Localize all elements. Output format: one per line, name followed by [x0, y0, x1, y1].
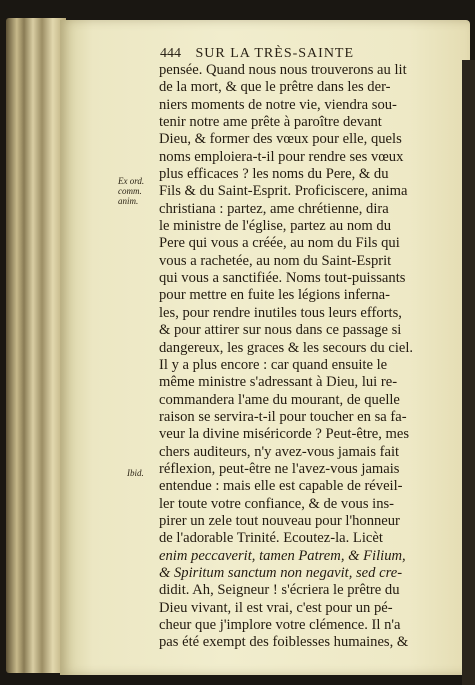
- text-line: commandera l'ame du mourant, de quelle: [159, 391, 400, 408]
- text-line: Dieu, & former des vœux pour elle, quels: [159, 131, 402, 148]
- text-line: réflexion, peut-être ne l'avez-vous jamais: [159, 460, 400, 477]
- book-page-edges: [6, 18, 66, 673]
- text-line: pensée. Quand nous nous trouverons au lit: [159, 62, 407, 78]
- text-line: veur la divine miséricorde ? Peut-être, mes: [159, 426, 410, 443]
- text-line: de la mort, & que le prêtre dans les der-: [159, 79, 391, 96]
- page-number: 444: [160, 46, 181, 61]
- text-line: didit. Ah, Seigneur ! s'écriera le prêtre du: [159, 582, 400, 599]
- running-header: [160, 46, 354, 62]
- running-title: SUR LA TRÈS-SAINTE: [195, 46, 355, 61]
- text-line: qui vous a sanctifiée. Noms tout-puissants: [159, 270, 406, 287]
- text-line: les, pour rendre inutiles tous leurs efforts,: [159, 304, 402, 321]
- text-line: pas été exempt des foiblesses humaines, &: [159, 634, 409, 651]
- text-line: enim peccaverit, tamen Patrem, & Filium,: [159, 547, 406, 564]
- margin-note-line: Ibid.: [127, 468, 144, 478]
- text-line: raison se servira-t-il pour toucher en sa fa-: [159, 408, 407, 425]
- text-line: ler toute votre confiance, & de vous ins-: [159, 495, 395, 512]
- body-text: [159, 62, 421, 652]
- text-line: pirer un zele tout nouveau pour l'honneur: [159, 512, 400, 529]
- margin-note-line: comm.: [118, 186, 142, 196]
- text-line: même ministre s'adressant à Dieu, lui re-: [159, 374, 398, 391]
- text-line: & Spiritum sanctum non negavit, sed cre-: [159, 564, 403, 581]
- text-line: de l'adorable Trinité. Ecoutez-la. Licèt: [159, 530, 383, 547]
- text-line: tenir notre ame prête à paroître devant: [159, 114, 382, 131]
- margin-note-line: anim.: [118, 196, 139, 206]
- text-line: Fils & du Saint-Esprit. Proficiscere, anima: [159, 183, 408, 200]
- text-line: entendue : mais elle est capable de réveil-: [159, 478, 403, 495]
- text-line: cheur que j'implore votre clémence. Il n'a: [159, 617, 401, 633]
- text-line: le ministre de l'église, partez au nom du: [159, 218, 392, 235]
- text-line: Dieu vivant, il est vrai, c'est pour un pé-: [159, 599, 393, 616]
- text-line: pour mettre en fuite les légions inferna-: [159, 287, 390, 304]
- margin-note-ibid: [127, 468, 144, 478]
- text-line: noms emploiera-t-il pour rendre ses vœux: [159, 148, 404, 165]
- binding-shadow: [462, 60, 475, 685]
- text-line: Pere qui vous a créée, au nom du Fils qui: [159, 235, 400, 252]
- text-line: chers auditeurs, n'y avez-vous jamais fait: [159, 443, 400, 460]
- text-line: & pour attirer sur nous dans ce passage si: [159, 322, 402, 339]
- margin-note-reference: [118, 176, 144, 206]
- text-line: niers moments de notre vie, viendra sou-: [159, 96, 397, 113]
- text-line: Il y a plus encore : car quand ensuite le: [159, 356, 388, 373]
- text-line: plus efficaces ? les noms du Pere, & du: [159, 166, 389, 183]
- text-line: christiana : partez, ame chrétienne, dira: [159, 200, 389, 217]
- margin-note-line: Ex ord.: [118, 176, 145, 186]
- text-line: dangereux, les graces & les secours du ciel.: [159, 339, 414, 356]
- text-line: vous a rachetée, au nom du Saint-Esprit: [159, 252, 392, 269]
